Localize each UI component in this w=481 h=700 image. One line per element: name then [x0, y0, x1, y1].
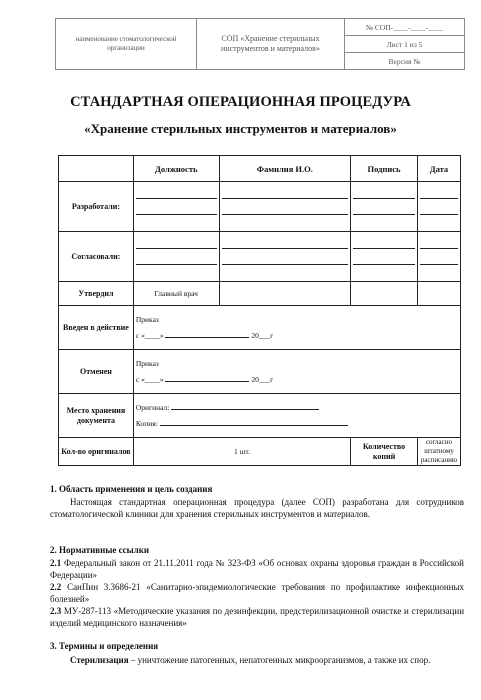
table-row-introduced	[59, 306, 461, 350]
col-header-position: Должность	[133, 156, 219, 182]
section-2-item-2: 2.2 СанПин 3.3686-21 «Санитарно-эпидемиологические требования по профилактике инфекционных болезней»	[50, 582, 465, 604]
copy-location: Копия:	[136, 416, 458, 432]
developed-label: Разработали:	[59, 182, 134, 232]
col-header-date: Дата	[417, 156, 460, 182]
storage-cell	[133, 394, 460, 438]
copies-label: Количество копий	[351, 438, 418, 466]
cancelled-order-cell	[133, 350, 460, 394]
table-row-developed	[59, 182, 461, 232]
approved-signature-cell	[351, 282, 418, 306]
approved-name-cell	[219, 282, 350, 306]
section-3-title: 3. Термины и определения	[50, 641, 159, 651]
developed-signature-cell	[351, 182, 418, 232]
organization-name: наименование стоматологической организации	[56, 19, 197, 69]
section-1-title: 1. Область применения и цель создания	[50, 484, 213, 494]
section-2-item-3: 2.3 МУ-287-113 «Методические указания по дезинфекции, предстерилизационной очистке и стерилизации изделий медицинского назначения»	[50, 606, 465, 628]
document-header	[55, 18, 465, 70]
originals-value: 1 шт.	[133, 438, 350, 466]
section-1-text: Настоящая стандартная операционная процедура (далее СОП) разработана для сотрудников стоматологической клиники для хранения стерильных инструментов и материалов.	[50, 497, 464, 519]
sop-number: № СОП-____-____-____	[345, 19, 464, 36]
header-meta	[345, 19, 464, 69]
developed-position-cell	[133, 182, 219, 232]
sop-name: СОП «Хранение стерильных инструментов и материалов»	[197, 19, 345, 69]
agreed-signature-cell	[351, 232, 418, 282]
cancelled-order-date: с «____» 20___г	[136, 372, 458, 388]
document-title: СТАНДАРТНАЯ ОПЕРАЦИОННАЯ ПРОЦЕДУРА	[70, 94, 411, 110]
agreed-date-cell	[417, 232, 460, 282]
table-row-cancelled	[59, 350, 461, 394]
version-number: Версия №	[388, 56, 421, 66]
agreed-name-cell	[219, 232, 350, 282]
copies-value: согласно штатному расписанию	[417, 438, 460, 466]
introduced-order-word: Приказ	[135, 314, 159, 324]
developed-name-cell	[219, 182, 350, 232]
col-header-name: Фамилия И.О.	[219, 156, 350, 182]
table-row-quantity	[59, 438, 461, 466]
section-3-definition: Стерилизация – уничтожение патогенных, непатогенных микроорганизмов, а также их спор.	[70, 655, 431, 665]
introduced-order-cell	[133, 306, 460, 350]
cancelled-label: Отменен	[59, 350, 134, 394]
table-row-approved	[59, 282, 461, 306]
term-sterilization: Стерилизация	[70, 655, 129, 665]
agreed-label: Согласовали:	[59, 232, 134, 282]
developed-date-cell	[417, 182, 460, 232]
sheet-number: Лист 1 из 5	[345, 36, 464, 53]
table-row-agreed	[59, 232, 461, 282]
table-header-row	[59, 156, 461, 182]
document-subtitle: «Хранение стерильных инструментов и материалов»	[84, 121, 397, 136]
approved-position: Главный врач	[133, 282, 219, 306]
introduced-label: Введен в действие	[59, 306, 134, 350]
introduced-order-date: с «____» 20___г	[136, 328, 458, 344]
approved-label: Утвердил	[59, 282, 134, 306]
original-location: Оригинал:	[136, 400, 458, 416]
section-2-title: 2. Нормативные ссылки	[50, 545, 150, 555]
col-header-signature: Подпись	[351, 156, 418, 182]
storage-label: Место хранения документа	[59, 394, 134, 438]
section-2-item-1: 2.1 Федеральный закон от 21.11.2011 года № 323-ФЗ «Об основах охраны здоровья граждан в Российской Федерации»	[50, 558, 464, 580]
approved-date-cell	[417, 282, 460, 306]
approval-table	[58, 155, 461, 466]
cancelled-order-word: Приказ	[135, 358, 159, 368]
empty-header-cell	[59, 156, 134, 182]
originals-label: Кол-во оригиналов	[59, 438, 134, 466]
agreed-position-cell	[133, 232, 219, 282]
table-row-storage	[59, 394, 461, 438]
